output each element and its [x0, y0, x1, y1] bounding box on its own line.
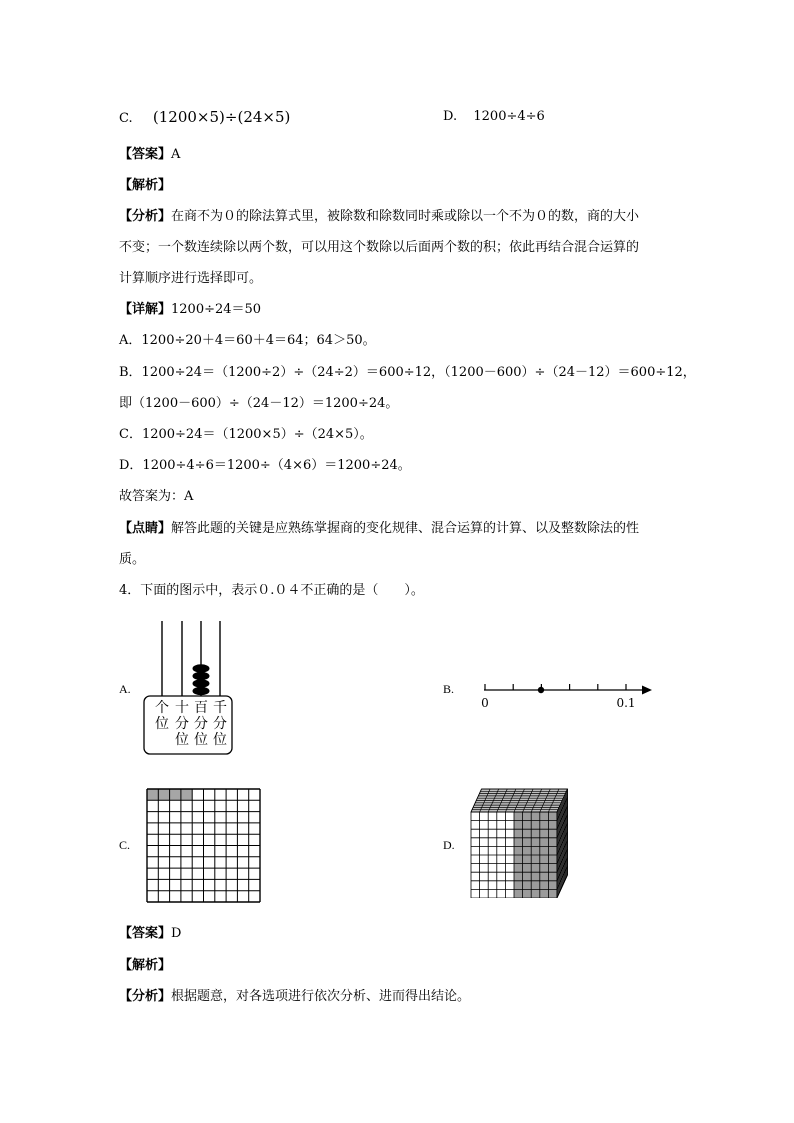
thousand-cube-figure	[468, 786, 586, 898]
option-expression: (1200×5)÷(24×5)	[152, 108, 291, 126]
dianjing-tag: 【点睛】	[119, 521, 172, 536]
answer-value: D	[171, 926, 182, 941]
grid-shaded-cell	[158, 789, 169, 800]
abacus-label-char: 个	[155, 700, 169, 716]
grid-shaded-cell	[181, 789, 192, 800]
abacus-label-char: 位	[175, 732, 189, 748]
option-label: D.	[443, 109, 458, 124]
abacus-figure	[140, 618, 240, 760]
option-d-label: D.	[443, 838, 455, 852]
hundred-grid-figure	[146, 788, 262, 912]
dianjing-line-2: 质。	[119, 552, 146, 567]
detail-d: D．1200÷4÷6＝1200÷（4×6）＝1200÷24。	[119, 458, 411, 473]
fenxi-text: 在商不为０的除法算式里，被除数和除数同时乘或除以一个不为０的数，商的大小	[171, 209, 640, 224]
option-b-label: B.	[443, 682, 455, 696]
detail-c: C．1200÷24＝（1200×5）÷（24×5）。	[119, 427, 373, 442]
abacus-beads	[193, 664, 210, 695]
detail-b-1: B．1200÷24＝（1200÷2）÷（24÷2）＝600÷12，（1200－600）÷（24－12）＝600÷12，	[119, 365, 696, 380]
fenxi-tag: 【分析】	[119, 989, 172, 1004]
number-line-point	[538, 687, 544, 693]
xiangjie-text: 1200÷24＝50	[171, 302, 262, 317]
dianjing-text: 解答此题的关键是应熟练掌握商的变化规律、混合运算的计算、以及整数除法的性	[171, 521, 640, 536]
abacus-label-char: 位	[155, 716, 169, 732]
abacus-label-char: 分	[213, 716, 227, 732]
answer-value: A	[171, 147, 181, 162]
fenxi-tag: 【分析】	[119, 209, 172, 224]
grid-shaded-cell	[147, 789, 158, 800]
number-line-ticks	[485, 684, 626, 690]
abacus-label-char: 分	[194, 716, 208, 732]
option-label: C.	[119, 111, 133, 126]
dianjing-line-1	[119, 520, 639, 538]
answer-line-q4	[119, 925, 181, 943]
number-line-figure	[470, 676, 660, 712]
fenxi-line-2: 不变；一个数连续除以两个数，可以用这个数除以后面两个数的积；依此再结合混合运算的	[119, 240, 640, 255]
abacus-label-char: 分	[175, 716, 189, 732]
question-4: 4．下面的图示中，表示０.０４不正确的是（ ）。	[119, 583, 424, 598]
xiangjie-line	[119, 301, 261, 319]
grid-shaded-cell	[170, 789, 181, 800]
number-line-start: 0	[481, 696, 489, 710]
abacus-label-char: 百	[194, 700, 208, 716]
thousand-cube	[471, 789, 568, 898]
conclusion: 故答案为：A	[119, 489, 194, 504]
answer-line	[119, 146, 180, 164]
abacus-label-char: 千	[213, 700, 227, 716]
abacus-bead	[193, 664, 210, 672]
fenxi-text: 根据题意，对各选项进行依次分析、进而得出结论。	[171, 989, 471, 1004]
abacus-label-char: 十	[175, 700, 189, 716]
hundred-grid	[147, 789, 260, 902]
xiangjie-tag: 【详解】	[119, 302, 172, 317]
fenxi-line-q4	[119, 988, 470, 1006]
detail-a: A．1200÷20＋4＝60＋4＝64；64＞50。	[119, 333, 376, 348]
fenxi-line-1	[119, 208, 639, 226]
analysis-tag: 【解析】	[119, 178, 172, 193]
option-c-prev	[119, 108, 290, 128]
detail-b-2: 即（1200－600）÷（24－12）＝1200÷24。	[119, 396, 399, 411]
abacus-bead	[193, 672, 210, 680]
number-line-end: 0.1	[616, 696, 636, 710]
answer-tag: 【答案】	[119, 147, 172, 162]
abacus-bead	[193, 679, 210, 687]
option-expression: 1200÷4÷6	[473, 109, 545, 124]
abacus-label-char: 位	[213, 732, 227, 748]
option-a-label: A.	[119, 682, 131, 696]
option-d-prev	[443, 108, 545, 126]
answer-tag: 【答案】	[119, 926, 172, 941]
abacus-bead	[193, 687, 210, 695]
option-c-label: C.	[119, 838, 131, 852]
abacus-label-char: 位	[194, 732, 208, 748]
fenxi-line-3: 计算顺序进行选择即可。	[119, 271, 263, 286]
analysis-tag-q4: 【解析】	[119, 958, 172, 973]
